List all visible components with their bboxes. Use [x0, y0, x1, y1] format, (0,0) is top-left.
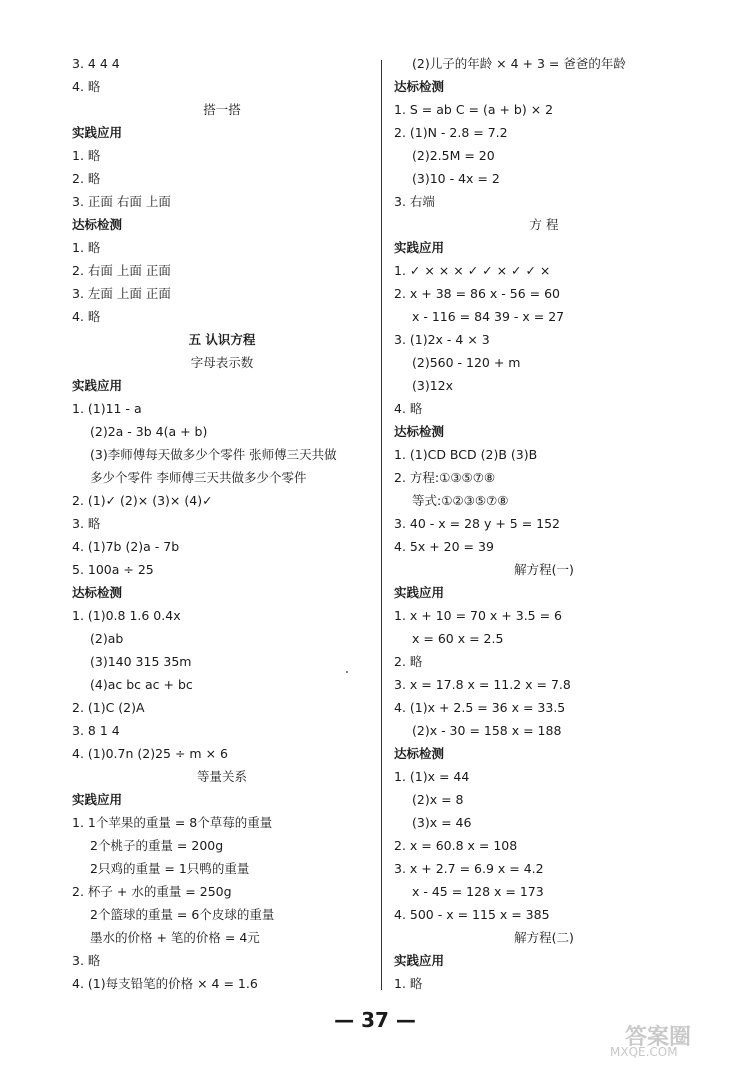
- answer-item: 4. 5x + 20 = 39: [394, 539, 494, 554]
- answer-item: 2. (1)C (2)A: [72, 700, 145, 715]
- speck: [346, 671, 348, 673]
- answer-item: 4. 500 - x = 115 x = 385: [394, 907, 550, 922]
- answer-line: (2)儿子的年龄 × 4 + 3 = 爸爸的年龄: [412, 56, 626, 71]
- answer-line: (2)560 - 120 + m: [412, 355, 521, 370]
- answer-item: 4. 略: [72, 79, 101, 94]
- section-title: 方 程: [529, 217, 559, 232]
- answer-item: 2. (1)✓ (2)× (3)× (4)✓: [72, 493, 213, 508]
- answer-item: 4. 略: [72, 309, 101, 324]
- answer-item: 1. ✓ × × × ✓ ✓ × ✓ ✓ ×: [394, 263, 551, 278]
- answer-item: 4. 略: [394, 401, 423, 416]
- answer-line: 2只鸡的重量 = 1只鸭的重量: [90, 861, 250, 876]
- section-heading: 达标检测: [394, 424, 445, 439]
- answer-line: (2)x = 8: [412, 792, 464, 807]
- answer-line: 2个篮球的重量 = 6个皮球的重量: [90, 907, 275, 922]
- answer-item: 2. 右面 上面 正面: [72, 263, 171, 278]
- answer-item: 3. 40 - x = 28 y + 5 = 152: [394, 516, 561, 531]
- section-title: 字母表示数: [190, 355, 254, 370]
- answer-line: x = 60 x = 2.5: [412, 631, 504, 646]
- answer-item: 1. 1个苹果的重量 = 8个草莓的重量: [72, 815, 273, 830]
- answer-item: 2. 杯子 + 水的重量 = 250g: [72, 884, 232, 899]
- watermark-logo: 答案圈: [625, 1025, 692, 1050]
- answer-line: x - 45 = 128 x = 173: [412, 884, 544, 899]
- answer-line: (3)140 315 35m: [90, 654, 192, 669]
- answer-line: (2)2.5M = 20: [412, 148, 495, 163]
- section-title: 解方程(一): [514, 562, 574, 577]
- section-heading: 达标检测: [72, 585, 123, 600]
- answer-line: (3)x = 46: [412, 815, 472, 830]
- answer-item: 3. 4 4 4: [72, 56, 120, 71]
- answer-item: 4. (1)0.7n (2)25 ÷ m × 6: [72, 746, 228, 761]
- answer-line: 多少个零件 李师傅三天共做多少个零件: [90, 470, 307, 485]
- answer-item: 1. S = ab C = (a + b) × 2: [394, 102, 554, 117]
- answer-line: (4)ac bc ac + bc: [90, 677, 193, 692]
- answer-line: 2个桃子的重量 = 200g: [90, 838, 224, 853]
- answer-line: x - 116 = 84 39 - x = 27: [412, 309, 565, 324]
- answer-line: (3)李师傅每天做多少个零件 张师傅三天共做: [90, 447, 337, 462]
- answer-item: 2. 略: [394, 654, 423, 669]
- answer-item: 1. (1)x = 44: [394, 769, 470, 784]
- answer-item: 3. 左面 上面 正面: [72, 286, 171, 301]
- answer-item: 4. (1)每支铅笔的价格 × 4 = 1.6: [72, 976, 258, 991]
- answer-line: (3)12x: [412, 378, 454, 393]
- answer-item: 3. 正面 右面 上面: [72, 194, 171, 209]
- section-heading: 实践应用: [72, 792, 123, 807]
- section-heading: 实践应用: [72, 378, 123, 393]
- section-heading: 达标检测: [394, 79, 445, 94]
- section-title: 解方程(二): [514, 930, 574, 945]
- answer-item: 2. x + 38 = 86 x - 56 = 60: [394, 286, 561, 301]
- section-title: 五 认识方程: [188, 332, 256, 347]
- answer-item: 3. x = 17.8 x = 11.2 x = 7.8: [394, 677, 571, 692]
- answer-item: 3. 略: [72, 953, 101, 968]
- section-heading: 实践应用: [394, 953, 445, 968]
- answer-item: 1. (1)0.8 1.6 0.4x: [72, 608, 181, 623]
- answer-item: 1. x + 10 = 70 x + 3.5 = 6: [394, 608, 562, 623]
- answer-item: 3. 右端: [394, 194, 435, 209]
- answer-item: 1. (1)11 - a: [72, 401, 142, 416]
- answer-item: 2. 方程:①③⑤⑦⑧: [394, 470, 496, 485]
- answer-item: 1. 略: [394, 976, 423, 991]
- answer-line: (2)2a - 3b 4(a + b): [90, 424, 208, 439]
- section-heading: 实践应用: [72, 125, 123, 140]
- answer-line: (2)x - 30 = 158 x = 188: [412, 723, 562, 738]
- answer-item: 4. (1)x + 2.5 = 36 x = 33.5: [394, 700, 566, 715]
- answer-item: 1. 略: [72, 240, 101, 255]
- section-heading: 达标检测: [72, 217, 123, 232]
- section-title: 搭一搭: [203, 102, 241, 117]
- answer-item: 2. 略: [72, 171, 101, 186]
- answer-item: 2. x = 60.8 x = 108: [394, 838, 518, 853]
- answer-item: 3. 8 1 4: [72, 723, 120, 738]
- section-title: 等量关系: [196, 769, 247, 784]
- page-number: — 37 —: [334, 1008, 416, 1032]
- answer-item: 3. x + 2.7 = 6.9 x = 4.2: [394, 861, 544, 876]
- answer-line: 墨水的价格 + 笔的价格 = 4元: [90, 930, 260, 945]
- answer-item: 3. (1)2x - 4 × 3: [394, 332, 490, 347]
- column-divider: [381, 60, 382, 990]
- answer-item: 3. 略: [72, 516, 101, 531]
- answer-item: 1. (1)CD BCD (2)B (3)B: [394, 447, 538, 462]
- answer-item: 2. (1)N - 2.8 = 7.2: [394, 125, 508, 140]
- right-column: [394, 52, 694, 995]
- answer-item: 1. 略: [72, 148, 101, 163]
- section-heading: 达标检测: [394, 746, 445, 761]
- section-heading: 实践应用: [394, 585, 445, 600]
- section-heading: 实践应用: [394, 240, 445, 255]
- answer-line: (2)ab: [90, 631, 124, 646]
- left-column: [72, 52, 372, 995]
- watermark-url: MXQE.COM: [610, 1045, 678, 1059]
- answer-item: 4. (1)7b (2)a - 7b: [72, 539, 180, 554]
- answer-item: 5. 100a ÷ 25: [72, 562, 154, 577]
- answer-line: (3)10 - 4x = 2: [412, 171, 500, 186]
- answer-line: 等式:①②③⑤⑦⑧: [412, 493, 509, 508]
